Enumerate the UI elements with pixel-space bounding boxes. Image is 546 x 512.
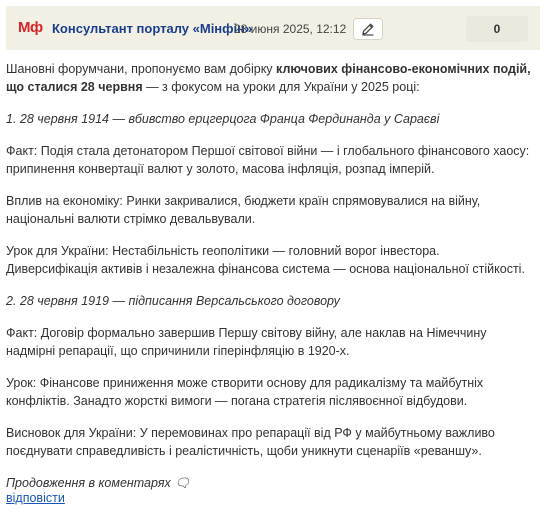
event1-impact: Вплив на економіку: Ринки закривалися, бюджети країн спрямовувалися на війну, національні валюти стрімко девальвували. [6, 194, 481, 226]
intro-paragraph [6, 60, 534, 96]
intro-bold-text: ключових фінансово-економічних подій, що сталися 28 червня [6, 62, 531, 94]
minfin-logo[interactable]: Мф [18, 19, 43, 36]
intro-text-end: — з фокусом на уроки для України у 2025 році: [142, 80, 420, 94]
event2-conclusion: Висновок для України: У перемовинах про репарації від РФ у майбутньому важливо поєднувати справедливість і реалістичність, щоби уникнути сценаріїв «реваншу». [6, 426, 495, 458]
event2-heading: 2. 28 червня 1919 — підписання Версальського договору [6, 294, 340, 308]
event1-heading: 1. 28 червня 1914 — вбивство ерцгерцога Франца Фердинанда у Сараєві [6, 112, 440, 126]
event1-fact: Факт: Подія стала детонатором Першої світової війни — і глобального фінансового хаосу: припинення конвертації валют у золото, масова інфляція, розпад імперій. [6, 144, 530, 176]
pencil-icon [361, 22, 375, 36]
event2-lesson: Урок: Фінансове приниження може створити основу для радикалізму та майбутніх конфліктів. Занадто жорсткі вимоги — погана стратегія післявоєнної відбудови. [6, 376, 484, 408]
author-link[interactable]: Консультант порталу «Мінфін» [52, 21, 253, 36]
edit-button[interactable] [353, 18, 383, 40]
post-header [6, 6, 540, 50]
event2-fact: Факт: Договір формально завершив Першу світову війну, але наклав на Німеччину надмірні репарації, що спричинили гіперінфляцію в 1920-х. [6, 326, 487, 358]
event1-lesson: Урок для України: Нестабільність геополітики — головний ворог інвестора. Диверсифікація активів і незалежна фінансова система — основа національної стійкості. [6, 244, 525, 276]
continuation-note: Продовження в коментарях 🗨 [6, 476, 191, 490]
rating-count[interactable]: 0 [466, 16, 528, 42]
post-date: 28 июня 2025, 12:12 [234, 22, 347, 36]
reply-link[interactable]: відповісти [6, 491, 65, 505]
intro-text: Шановні форумчани, пропонуємо вам добірку [6, 62, 277, 76]
post-body [6, 60, 534, 506]
